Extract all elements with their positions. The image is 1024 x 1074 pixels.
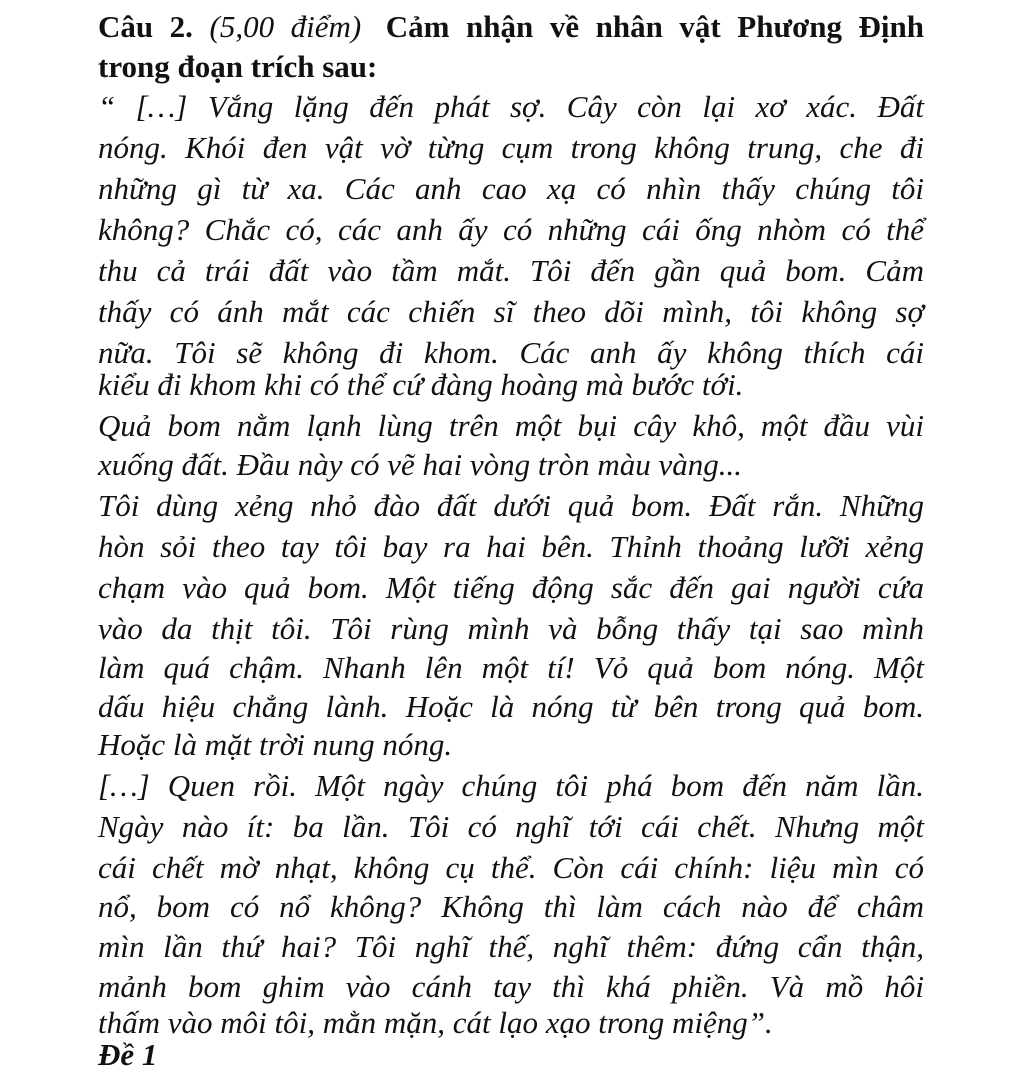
passage-line: cái chết mờ nhạt, không cụ thể. Còn cái chính: liệu mìn có [98,850,924,885]
passage-line: làm quá chậm. Nhanh lên một tí! Vỏ quả bom nóng. Một [98,650,924,685]
question-score: (5,00 điểm) [209,9,362,44]
question-label: Câu 2. [98,9,193,44]
passage-line: Ngày nào ít: ba lần. Tôi có nghĩ tới cái chết. Nhưng một [98,809,924,844]
passage-line: nóng. Khói đen vật vờ từng cụm trong không trung, che đi [98,130,924,165]
passage-line: thấy có ánh mắt các chiến sĩ theo dõi mình, tôi không sợ [98,294,924,329]
passage-line: “ […] Vắng lặng đến phát sợ. Cây còn lại xơ xác. Đất [98,89,924,124]
question-prompt: Cảm nhận về nhân vật Phương Định [385,9,925,44]
passage-line: thấm vào môi tôi, mằn mặn, cát lạo xạo trong miệng”. [98,1005,773,1040]
passage-line: mìn lần thứ hai? Tôi nghĩ thế, nghĩ thêm: đứng cẩn thận, [98,929,924,964]
passage-line: mảnh bom ghim vào cánh tay thì khá phiền. Và mồ hôi [98,969,924,1004]
passage-line: thu cả trái đất vào tầm mắt. Tôi đến gần quả bom. Cảm [98,253,924,288]
passage-line: không? Chắc có, các anh ấy có những cái ống nhòm có thể [98,212,924,247]
cut-off-next-heading [98,1037,158,1072]
passage-line: hòn sỏi theo tay tôi bay ra hai bên. Thỉnh thoảng lưỡi xẻng [98,529,924,564]
passage-line: Tôi dùng xẻng nhỏ đào đất dưới quả bom. Đất rắn. Những [98,488,924,523]
passage-line: nổ, bom có nổ không? Không thì làm cách nào để châm [98,889,924,924]
passage-line: chạm vào quả bom. Một tiếng động sắc đến gai người cứa [98,570,924,605]
passage-line: Quả bom nằm lạnh lùng trên một bụi cây khô, một đầu vùi [98,408,924,443]
passage-line: vào da thịt tôi. Tôi rùng mình và bỗng thấy tại sao mình [98,611,924,646]
passage-line: […] Quen rồi. Một ngày chúng tôi phá bom đến năm lần. [98,768,924,803]
passage-line: những gì từ xa. Các anh cao xạ có nhìn thấy chúng tôi [98,171,924,206]
passage-line: kiểu đi khom khi có thể cứ đàng hoàng mà bước tới. [98,367,744,402]
passage-line: nữa. Tôi sẽ không đi khom. Các anh ấy không thích cái [98,335,924,370]
cut-off-text: Đề 1 [98,1037,158,1072]
passage-line: xuống đất. Đầu này có vẽ hai vòng tròn màu vàng... [98,447,742,482]
passage-line: Hoặc là mặt trời nung nóng. [98,727,453,762]
passage-line: dấu hiệu chẳng lành. Hoặc là nóng từ bên trong quả bom. [98,689,924,724]
question-heading-line-1 [98,8,924,46]
question-heading-line-2: trong đoạn trích sau: [98,49,378,84]
